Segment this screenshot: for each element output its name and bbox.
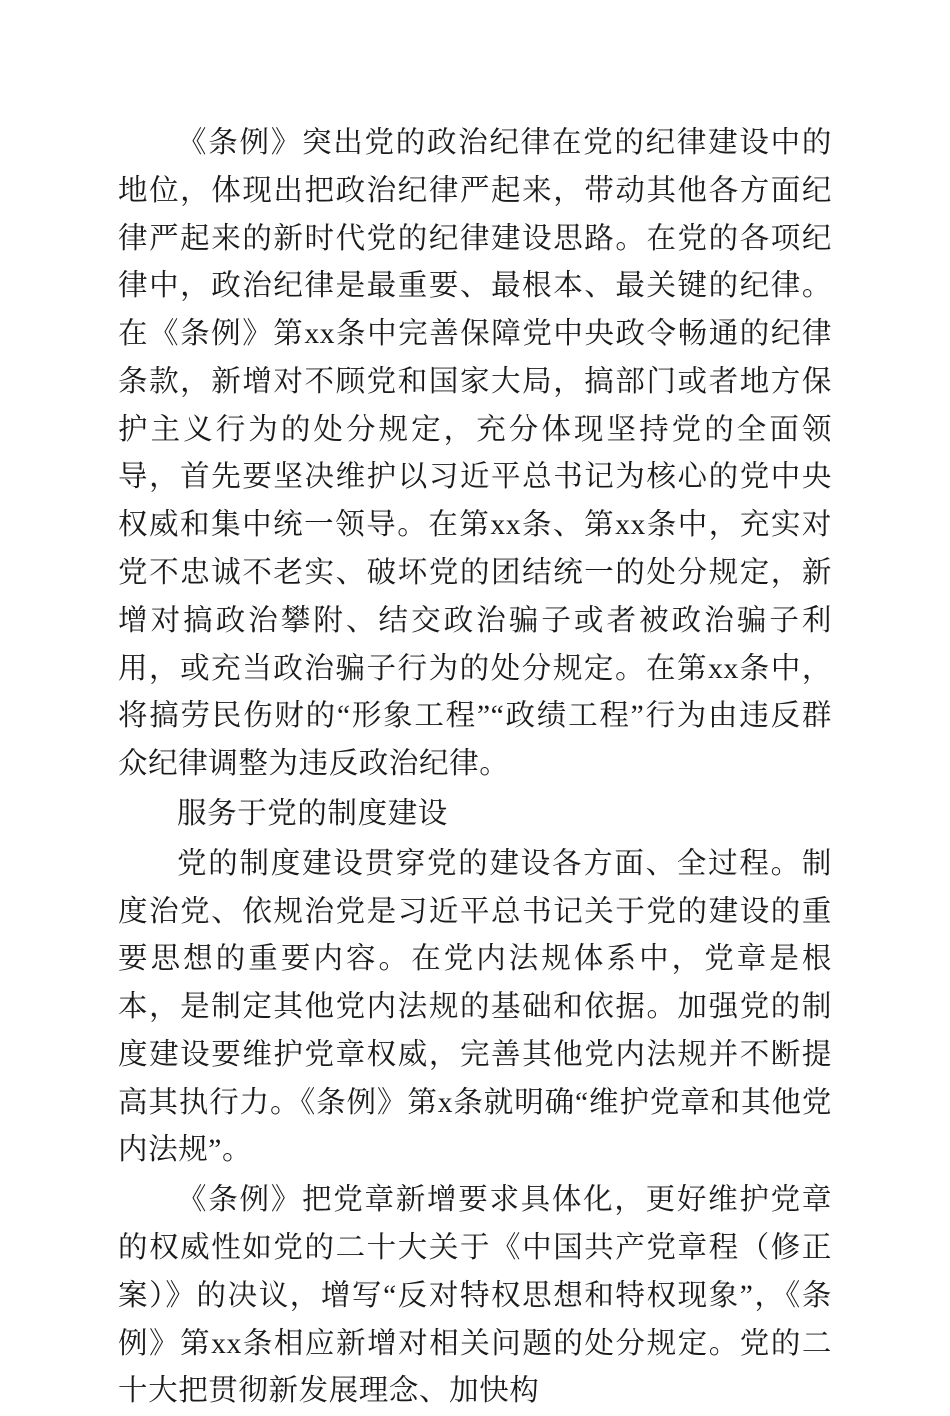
paragraph-heading: 服务于党的制度建设 xyxy=(177,797,448,830)
document-body xyxy=(118,120,832,1416)
paragraph: 党的制度建设贯穿党的建设各方面、全过程。制度治党、依规治党是习近平总书记关于党的建设的重要思想的重要内容。在党内法规体系中，党章是根本，是制定其他党内法规的基础和依据。加强党的制度建设要维护党章权威，完善其他党内法规并不断提高其执行力。《条例》第x条就明确“维护党章和其他党内法规”。 xyxy=(118,847,832,1167)
paragraph: 《条例》把党章新增要求具体化，更好维护党章的权威性如党的二十大关于《中国共产党章程（修正案）》的决议，增写“反对特权思想和特权现象”，《条例》第xx条相应新增对相关问题的处分规定。党的二十大把贯彻新发展理念、加快构 xyxy=(118,1184,832,1408)
paragraph: 《条例》突出党的政治纪律在党的纪律建设中的地位，体现出把政治纪律严起来，带动其他各方面纪律严起来的新时代党的纪律建设思路。在党的各项纪律中，政治纪律是最重要、最根本、最关键的纪律。在《条例》第xx条中完善保障党中央政令畅通的纪律条款，新增对不顾党和国家大局，搞部门或者地方保护主义行为的处分规定，充分体现坚持党的全面领导，首先要坚决维护以习近平总书记为核心的党中央权威和集中统一领导。在第xx条、第xx条中，充实对党不忠诚不老实、破坏党的团结统一的处分规定，新增对搞政治攀附、结交政治骗子或者被政治骗子利用，或充当政治骗子行为的处分规定。在第xx条中，将搞劳民伤财的“形象工程”“政绩工程”行为由违反群众纪律调整为违反政治纪律。 xyxy=(118,127,832,781)
